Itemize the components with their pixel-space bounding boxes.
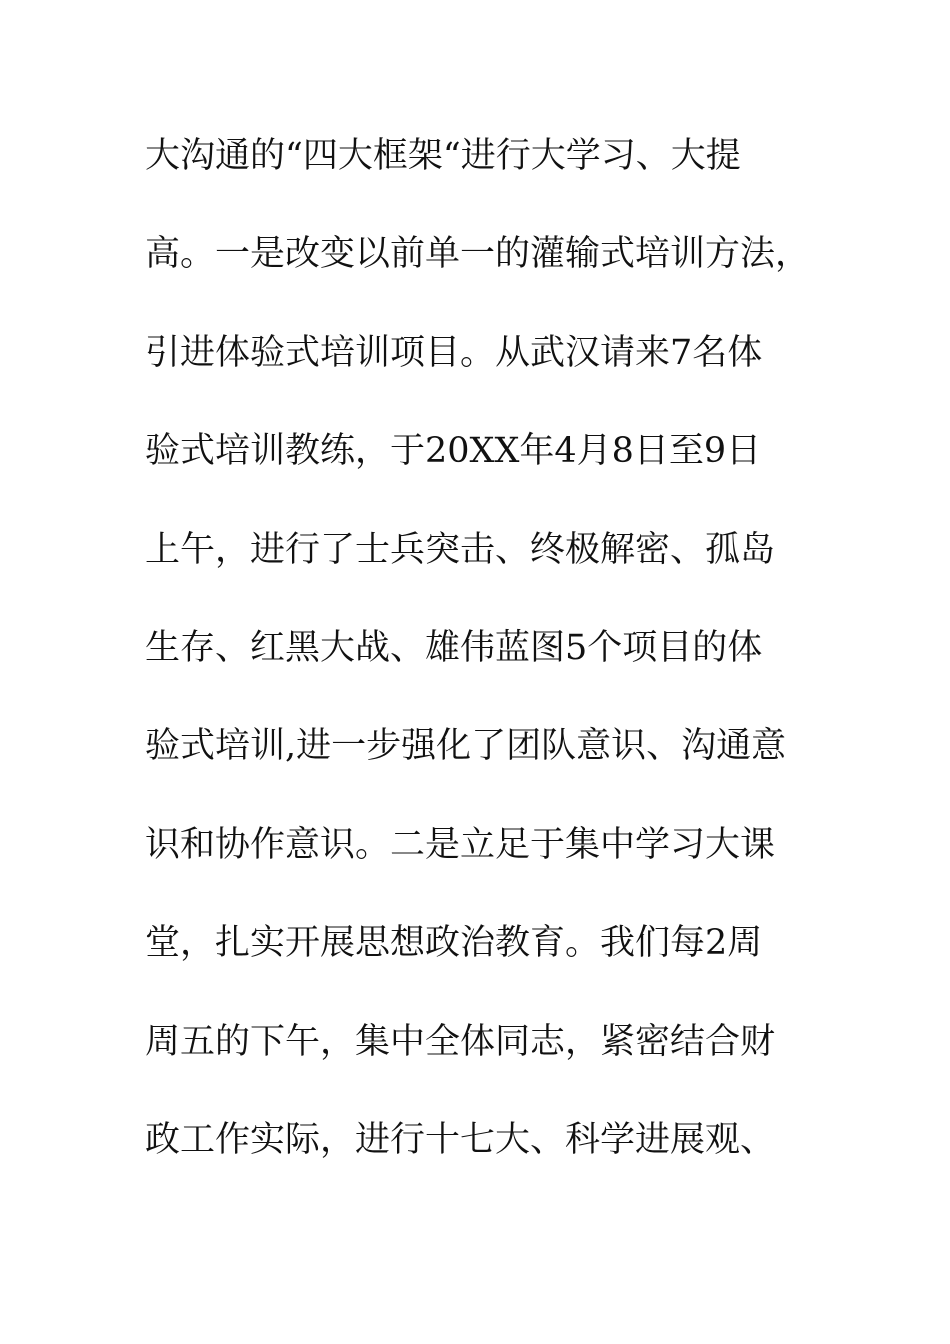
text-line: 验式培训教练，于20XX年4月8日至9日 <box>145 431 762 472</box>
text-line: 周五的下午，集中全体同志，紧密结合财 <box>145 1021 776 1062</box>
text-line: 堂，扎实开展思想政治教育。我们每2周 <box>145 923 763 964</box>
text-line: 高。一是改变以前单一的灌输式培训方法， <box>145 234 811 275</box>
text-line: 生存、红黑大战、雄伟蓝图5个项目的体 <box>145 627 763 668</box>
text-line: 大沟通的“四大框架“进行大学习、大提 <box>145 136 741 176</box>
body-text <box>145 125 811 1207</box>
text-line: 政工作实际，进行十七大、科学进展观、 <box>145 1119 776 1160</box>
text-line: 验式培训,进一步强化了团队意识、沟通意 <box>145 726 787 767</box>
text-line: 引进体验式培训项目。从武汉请来7名体 <box>145 332 763 373</box>
text-line: 识和协作意识。二是立足于集中学习大课 <box>145 824 776 865</box>
text-line: 上午，进行了士兵突击、终极解密、孤岛 <box>145 529 776 570</box>
